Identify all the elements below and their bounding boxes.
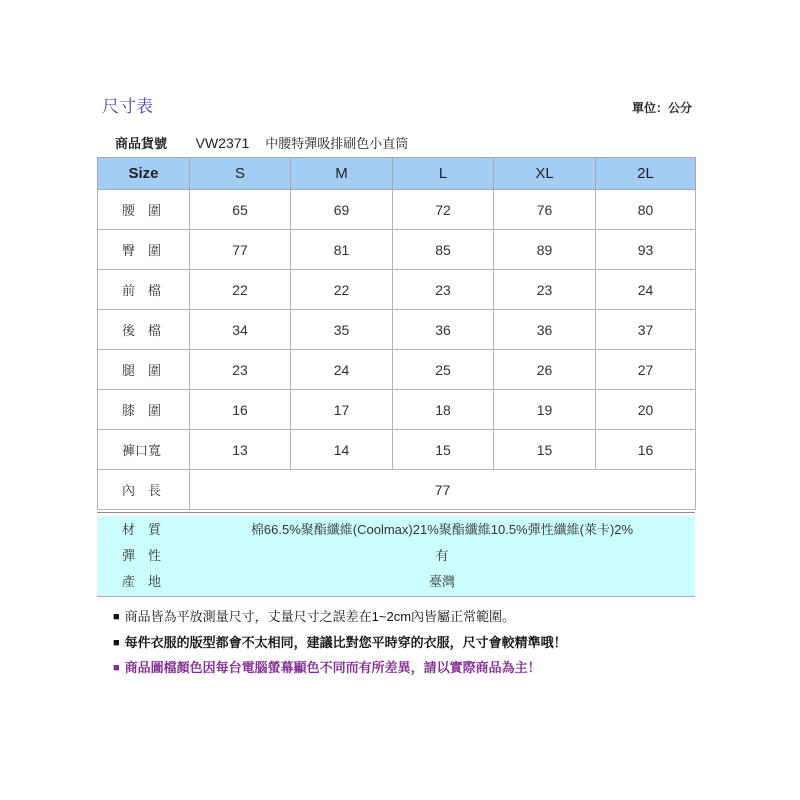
note-text: 商品圖檔顏色因每台電腦螢幕顯色不同而有所差異，請以實際商品為主！: [124, 660, 541, 675]
fabric-label: 彈 性: [122, 548, 162, 563]
divider: [97, 512, 695, 513]
header-cell-xl: XL: [494, 158, 596, 190]
header-cell-s: S: [190, 158, 291, 190]
square-bullet-icon: ■: [113, 611, 120, 623]
row-label: 前 檔: [98, 270, 190, 310]
row-label: 腿 圍: [98, 350, 190, 390]
note-text: 每件衣服的版型都會不太相同，建議比對您平時穿的衣服，尺寸會較精準哦！: [124, 634, 567, 650]
fabric-label: 產 地: [122, 574, 162, 589]
note-item: [113, 604, 713, 630]
row-label: 臀 圍: [98, 230, 190, 270]
table-cell: 93: [596, 230, 696, 270]
fabric-value: 棉66.5%聚酯纖維(Coolmax)21%聚酯纖維10.5%彈性纖維(萊卡)2%: [250, 522, 634, 537]
table-cell: 26: [494, 350, 596, 390]
table-cell: 65: [190, 190, 291, 230]
unit-label: 單位：公分: [631, 101, 692, 115]
row-label: 後 檔: [98, 310, 190, 350]
table-cell: 23: [393, 270, 494, 310]
table-row-waist: [98, 190, 696, 230]
header-cell-l: L: [393, 158, 494, 190]
table-cell: 24: [291, 350, 393, 390]
row-label: 褲口寬: [98, 430, 190, 470]
fabric-info-box: [97, 516, 695, 597]
table-cell: 81: [291, 230, 393, 270]
table-row-knee: [98, 390, 696, 430]
row-label: 腰 圍: [98, 190, 190, 230]
table-cell: 36: [494, 310, 596, 350]
table-cell: 25: [393, 350, 494, 390]
table-row-thigh: [98, 350, 696, 390]
table-cell: 15: [393, 430, 494, 470]
header-cell-size: Size: [98, 158, 190, 190]
table-cell: 80: [596, 190, 696, 230]
product-code: VW2371: [195, 135, 250, 151]
table-row-hip: [98, 230, 696, 270]
table-cell: 19: [494, 390, 596, 430]
table-cell: 16: [190, 390, 291, 430]
row-label: 膝 圍: [98, 390, 190, 430]
table-cell: 18: [393, 390, 494, 430]
notes-list: [113, 604, 713, 681]
table-cell: 22: [291, 270, 393, 310]
table-cell: 15: [494, 430, 596, 470]
fabric-value: 臺灣: [428, 574, 455, 589]
table-cell: 69: [291, 190, 393, 230]
table-cell: 16: [596, 430, 696, 470]
product-info: [115, 134, 408, 152]
table-cell: 34: [190, 310, 291, 350]
note-item-highlight: [113, 655, 713, 681]
table-row-leg-opening: [98, 430, 696, 470]
table-cell: 89: [494, 230, 596, 270]
table-cell: 17: [291, 390, 393, 430]
table-cell: 35: [291, 310, 393, 350]
table-cell: 13: [190, 430, 291, 470]
table-cell: 23: [494, 270, 596, 310]
table-cell: 20: [596, 390, 696, 430]
table-cell: 14: [291, 430, 393, 470]
table-cell: 85: [393, 230, 494, 270]
header-cell-m: M: [291, 158, 393, 190]
note-text: 商品皆為平放測量尺寸，丈量尺寸之誤差在1~2cm內皆屬正常範圍。: [124, 609, 516, 624]
product-number-label: 商品貨號: [115, 136, 168, 151]
note-item: [113, 630, 713, 656]
page-title: 尺寸表: [102, 97, 153, 116]
fabric-label: 材 質: [122, 522, 162, 537]
table-cell: 77: [190, 230, 291, 270]
fabric-value: 有: [435, 548, 449, 563]
table-cell: 37: [596, 310, 696, 350]
table-row-back-rise: [98, 310, 696, 350]
table-cell: 24: [596, 270, 696, 310]
table-cell: 23: [190, 350, 291, 390]
fabric-row-material: [97, 517, 695, 543]
size-table: [97, 157, 696, 510]
table-header-row: [98, 158, 696, 190]
inseam-value-cell: 77: [190, 470, 696, 510]
header-cell-2l: 2L: [596, 158, 696, 190]
table-cell: 72: [393, 190, 494, 230]
table-row-inseam: [98, 470, 696, 510]
table-cell: 27: [596, 350, 696, 390]
row-label: 內 長: [98, 470, 190, 510]
table-cell: 76: [494, 190, 596, 230]
square-bullet-icon: ■: [113, 662, 120, 674]
fabric-row-origin: [97, 569, 695, 595]
table-cell: 22: [190, 270, 291, 310]
table-row-front-rise: [98, 270, 696, 310]
fabric-row-stretch: [97, 543, 695, 569]
square-bullet-icon: ■: [113, 636, 120, 649]
table-cell: 36: [393, 310, 494, 350]
product-name: 中腰特彈吸排刷色小直筒: [265, 136, 409, 151]
